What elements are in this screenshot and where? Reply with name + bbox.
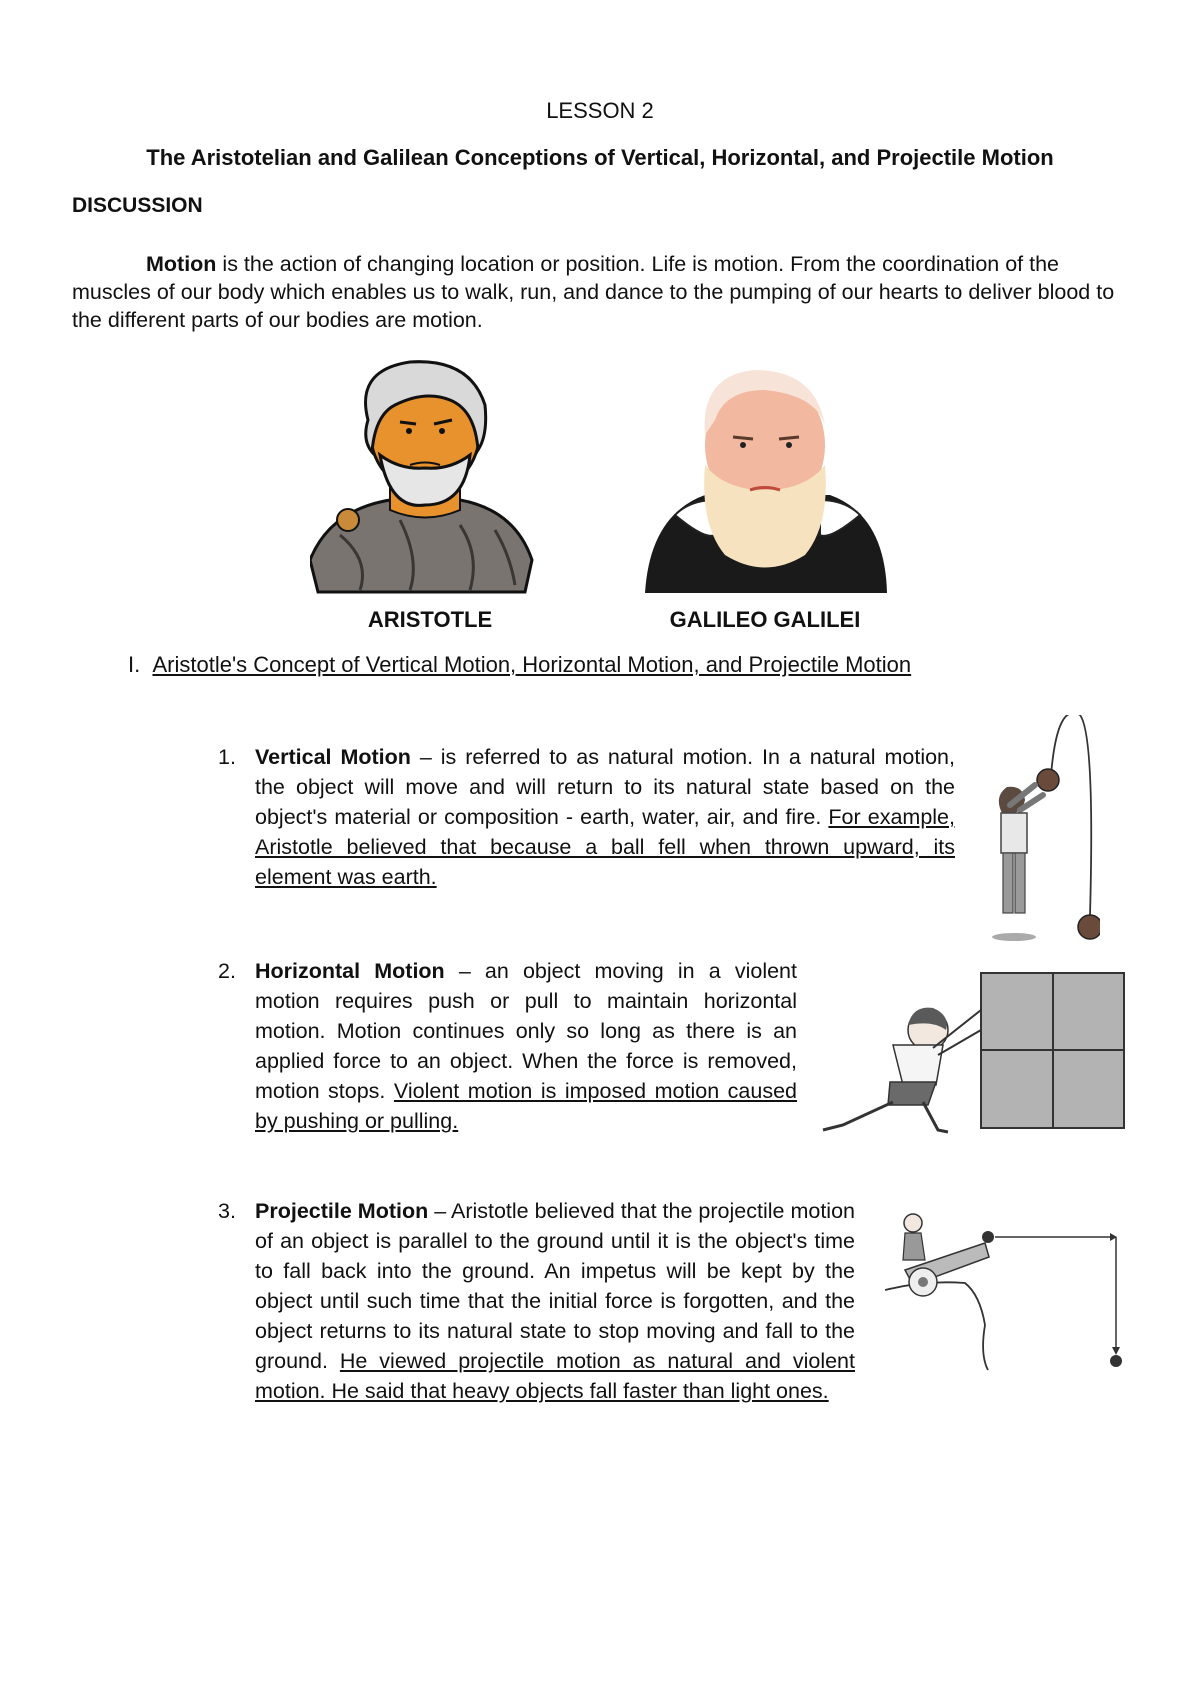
list-item-vertical-motion [218,742,955,892]
galileo-caption: GALILEO GALILEI [669,607,861,632]
aristotle-portrait [310,360,535,595]
vertical-motion-illustration [975,715,1100,945]
aristotle-caption: ARISTOTLE [367,607,493,632]
intro-text: is the action of changing location or position. Life is motion. From the coordination of the muscles of our body which enables us to walk, run, and dance to the pumping of our hearts to deliver blood to the different parts of our bodies are motion. [72,252,1115,332]
item-number: 3. [218,1199,236,1223]
item-text: – an object moving in a violent motion requires push or pull to maintain horizontal motion. Motion continues only so long as there is an applied force to an object. When the force is removed, motion stops. [255,959,797,1103]
item-term: Vertical Motion [255,745,411,769]
lesson-title: LESSON 2 [546,98,654,123]
item-text: – is referred to as natural motion. In a natural motion, the object will move and will return to its natural state based on the object's material or composition - earth, water, air, and fire. [255,745,955,829]
projectile-motion-illustration [885,1205,1125,1375]
intro-paragraph [72,250,1122,334]
item-number: 2. [218,959,236,983]
section-title: Aristotle's Concept of Vertical Motion, Horizontal Motion, and Projectile Motion [152,652,912,677]
list-item-horizontal-motion [218,956,798,1136]
item-text: – Aristotle believed that the projectile motion of an object is parallel to the ground until it is the object's time to fall back into the ground. An impetus will be kept by the object until such time that the initial force is forgotten, and the object returns to its natural state to stop moving and fall to the ground. [255,1199,855,1373]
item-underlined-text: Violent motion is imposed motion caused by pushing or pulling. [255,1079,798,1133]
item-underlined-text: He viewed projectile motion as natural and violent motion. He said that heavy objects fall faster than light ones. [255,1349,855,1403]
item-term: Horizontal Motion [255,959,445,983]
galileo-portrait [645,365,890,595]
intro-term: Motion [146,252,217,276]
list-item-projectile-motion [218,1196,855,1406]
item-number: 1. [218,745,236,769]
horizontal-motion-illustration [818,970,1128,1140]
section-number: I. [128,652,141,677]
item-term: Projectile Motion [255,1199,429,1223]
item-underlined-text: For example, Aristotle believed that because a ball fell when thrown upward, its element was earth. [255,805,955,889]
lesson-subtitle: The Aristotelian and Galilean Conceptions of Vertical, Horizontal, and Projectile Motion [146,145,1054,170]
section-heading [128,652,911,678]
discussion-heading: DISCUSSION [72,194,203,217]
